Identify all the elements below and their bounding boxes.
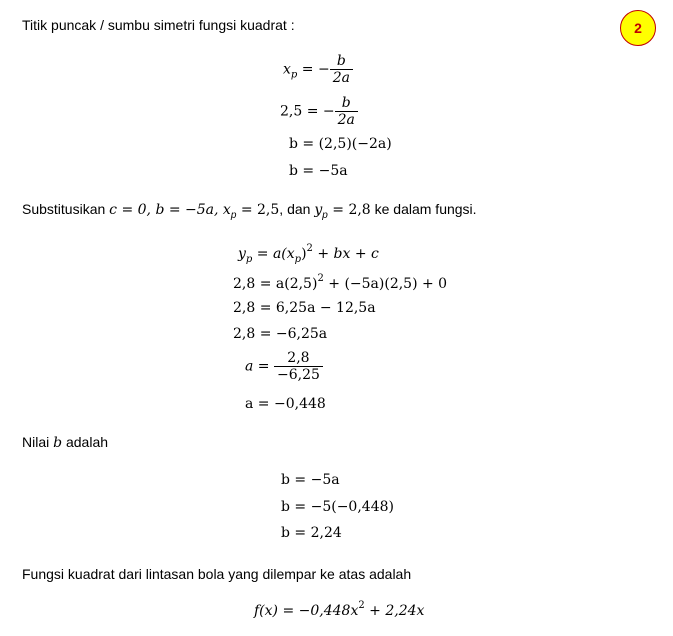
minus-sign: − xyxy=(322,103,335,120)
solve-l1-rhs: = a(x xyxy=(252,246,295,262)
equals-sign: = xyxy=(306,103,319,120)
nilai-prefix: Nilai xyxy=(22,434,54,450)
solve-line-5 xyxy=(245,350,323,383)
xp-symbol: x xyxy=(283,61,291,78)
final-text: Fungsi kuadrat dari lintasan bola yang dilempar ke atas adalah xyxy=(22,566,412,582)
fraction-numerator: b xyxy=(336,53,346,69)
nilai-b-text xyxy=(22,434,108,451)
final-function xyxy=(254,600,424,619)
final-tail: + 2,24x xyxy=(364,603,425,619)
solve-line-6: a = −0,448 xyxy=(245,396,326,412)
b-calc-line-3: b = 2,24 xyxy=(281,525,342,541)
value-2-5: 2,5 xyxy=(280,103,303,120)
fraction-numerator: b xyxy=(341,95,351,111)
subst-math: c = 0, b = −5a, x xyxy=(109,202,231,218)
fraction-denominator: 2a xyxy=(330,69,353,86)
b-calc-line-2: b = −5(−0,448) xyxy=(281,499,394,515)
subst-prefix: Substitusikan xyxy=(22,201,110,217)
solve-line-3: 2,8 = 6,25a − 12,5a xyxy=(233,300,376,316)
close-paren: ) xyxy=(301,246,307,262)
minus-sign: − xyxy=(317,61,330,78)
subst-y-subscript: p xyxy=(322,210,328,221)
a-fraction xyxy=(274,350,323,383)
square-exponent: 2 xyxy=(306,243,313,254)
page-number-badge: 2 xyxy=(620,10,656,46)
solve-l1-tail: + bx + c xyxy=(312,246,379,262)
vertex-formula xyxy=(283,53,353,86)
subst-comma: , dan xyxy=(279,201,315,217)
square-exponent: 2 xyxy=(358,600,365,611)
yp-subscript: p xyxy=(245,254,253,265)
fraction-numerator: 2,8 xyxy=(287,350,310,366)
b-over-2a-fraction xyxy=(330,53,353,86)
b-over-2a-fraction xyxy=(335,95,358,128)
subst-suffix: ke dalam fungsi. xyxy=(370,201,477,217)
b-calc-line-1: b = −5a xyxy=(281,472,340,488)
fraction-denominator: 2a xyxy=(335,111,358,128)
nilai-var: b xyxy=(53,435,63,451)
fraction-denominator: −6,25 xyxy=(274,366,323,383)
subst-x-subscript: p xyxy=(230,210,237,221)
equals-sign: = xyxy=(301,61,314,78)
xp-subscript: p xyxy=(294,254,302,265)
xp-subscript: p xyxy=(290,69,298,81)
solve-l2-tail: + (−5a)(2,5) + 0 xyxy=(323,276,448,292)
vertex-line-4: b = −5a xyxy=(289,163,348,179)
solve-l2-head: 2,8 = a(2,5) xyxy=(233,276,318,292)
subst-y: y xyxy=(314,202,323,218)
vertex-substituted xyxy=(280,95,358,128)
solve-line-1 xyxy=(238,243,379,265)
vertex-line-3: b = (2,5)(−2a) xyxy=(289,136,392,152)
a-equals: a = xyxy=(245,358,270,375)
nilai-suffix: adalah xyxy=(62,434,109,450)
square-exponent: 2 xyxy=(317,273,324,284)
solve-line-2 xyxy=(233,273,447,292)
substitution-text xyxy=(22,201,477,221)
subst-xp-value: = 2,5 xyxy=(236,202,280,218)
intro-text: Titik puncak / sumbu simetri fungsi kuadrat : xyxy=(22,17,295,33)
final-lhs: f(x) = −0,448x xyxy=(254,603,359,619)
yp-symbol: y xyxy=(238,246,246,262)
subst-yp-value: = 2,8 xyxy=(327,202,371,218)
solve-line-4: 2,8 = −6,25a xyxy=(233,326,328,342)
